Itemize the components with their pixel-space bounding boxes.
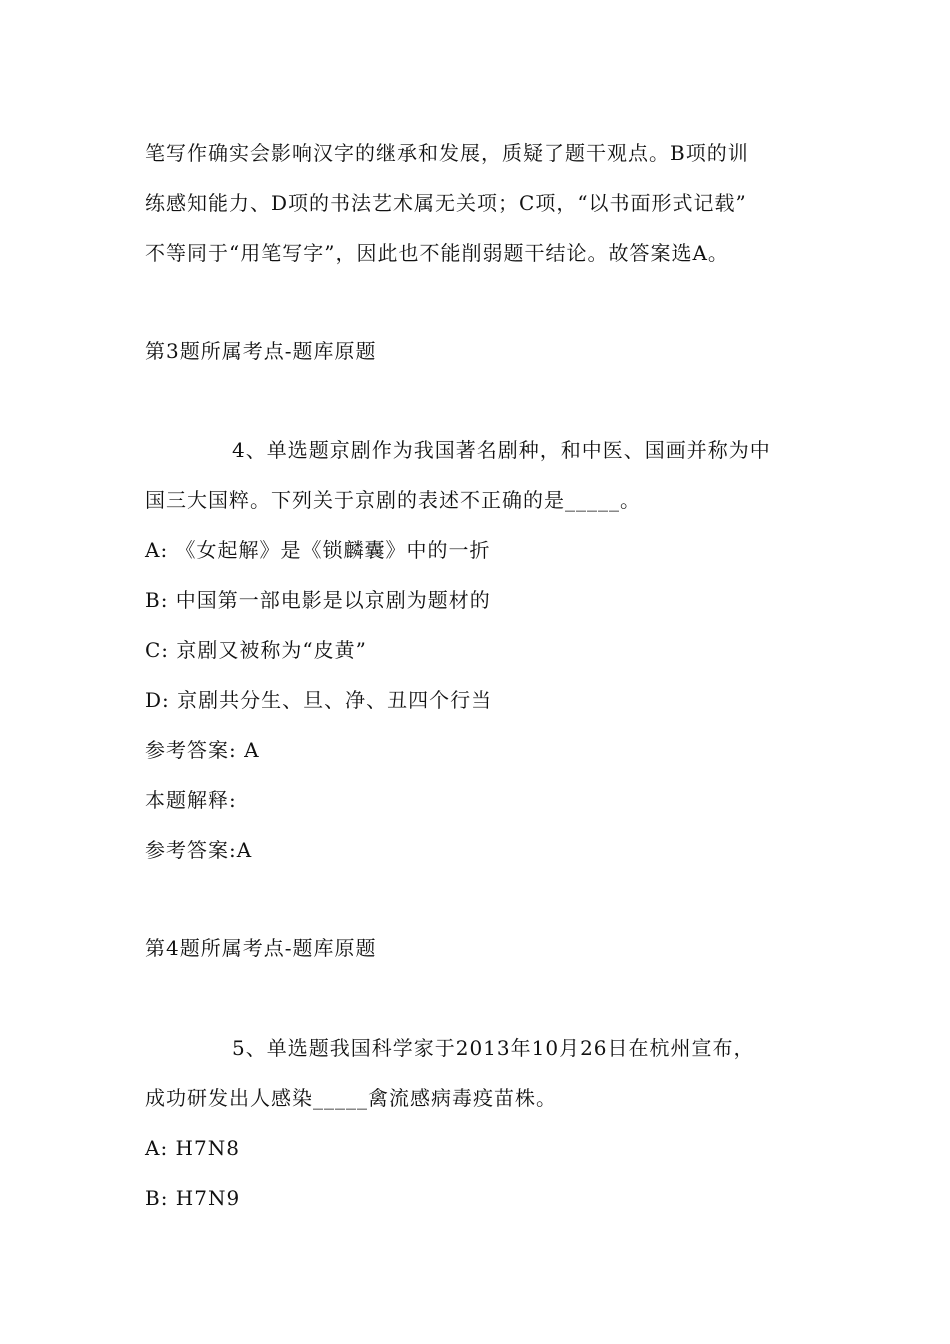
section-4-label: 第4题所属考点-题库原题	[145, 936, 377, 960]
question-4-option-a: A: 《女起解》是《锁麟囊》中的一折	[145, 538, 491, 562]
question-4-reference-answer-2: 参考答案:A	[145, 838, 253, 862]
question-4-reference-answer: 参考答案: A	[145, 738, 260, 762]
question-4-stem-line-2: 国三大国粹。下列关于京剧的表述不正确的是_____。	[145, 488, 641, 512]
question-4-option-b: B: 中国第一部电影是以京剧为题材的	[145, 588, 491, 612]
explanation-line-3: 不等同于“用笔写字”，因此也不能削弱题干结论。故答案选A。	[145, 241, 729, 265]
question-5-stem-line-2: 成功研发出人感染_____禽流感病毒疫苗株。	[145, 1086, 557, 1110]
explanation-line-1: 笔写作确实会影响汉字的继承和发展，质疑了题干观点。B项的训	[145, 141, 749, 165]
question-5-stem-line-1: 5、单选题我国科学家于2013年10月26日在杭州宣布，	[232, 1036, 755, 1060]
question-4-stem-line-1: 4、单选题京剧作为我国著名剧种，和中医、国画并称为中	[232, 438, 771, 462]
explanation-line-2: 练感知能力、D项的书法艺术属无关项；C项，“以书面形式记载”	[145, 191, 747, 215]
question-4-option-d: D: 京剧共分生、旦、净、丑四个行当	[145, 688, 493, 712]
question-5-option-b: B: H7N9	[145, 1186, 241, 1210]
question-4-option-c: C: 京剧又被称为“皮黄”	[145, 638, 367, 662]
question-5-option-a: A: H7N8	[145, 1136, 240, 1160]
section-3-label: 第3题所属考点-题库原题	[145, 339, 377, 363]
question-4-explanation-label: 本题解释:	[145, 788, 237, 812]
